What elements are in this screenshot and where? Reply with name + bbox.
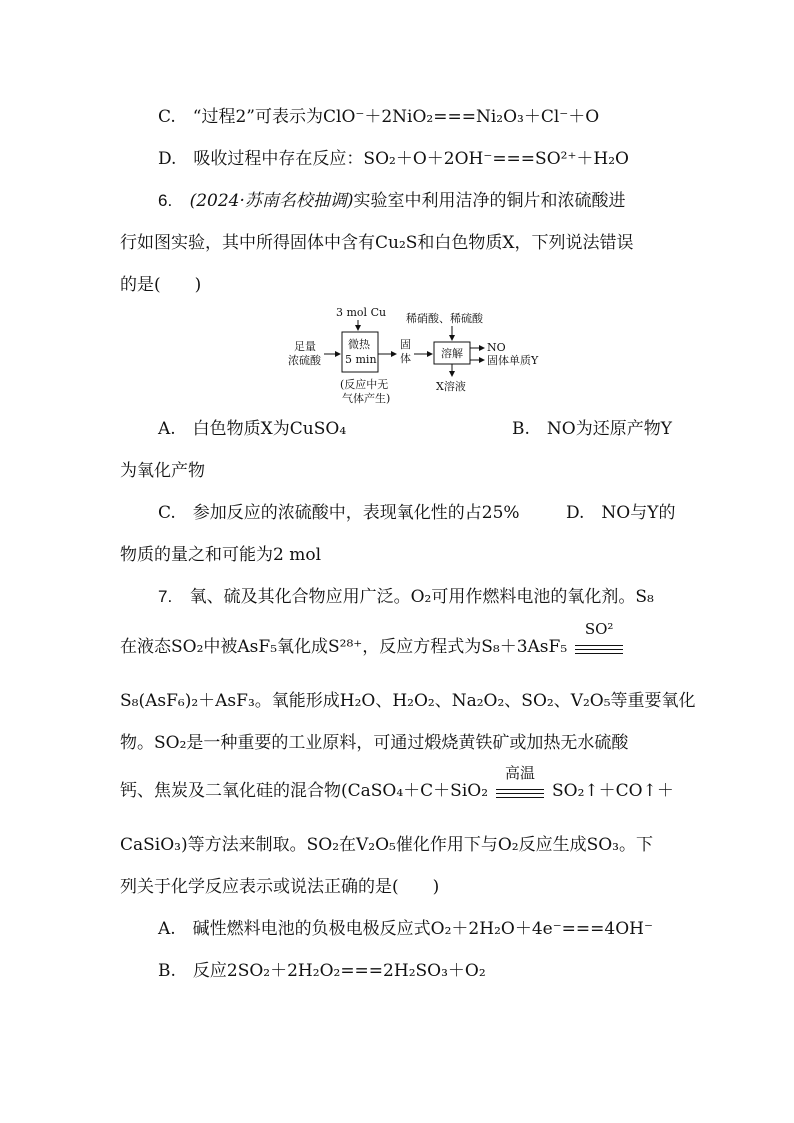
no-label: NO [487, 341, 506, 354]
q7-line6: CaSiO₃)等方法来制取。SO₂在V₂O₅催化作用下与O₂反应生成SO₃。下 [120, 835, 654, 855]
solid-label-1: 固 [400, 338, 411, 351]
q6-experiment-diagram [284, 304, 554, 408]
q6-source: (2024·苏南名校抽调) [189, 191, 354, 211]
q7-number: 7. [158, 587, 173, 606]
y-label: 固体单质Y [487, 354, 539, 367]
q7-option-a: A. 碱性燃料电池的负极电极反应式O₂＋2H₂O＋4e⁻===4OH⁻ [158, 919, 653, 939]
equal-bar-5 [496, 793, 544, 794]
q6-option-b-line2: 为氧化产物 [120, 461, 205, 481]
solid-label-2: 体 [400, 352, 411, 365]
equal-bar-1 [575, 645, 623, 646]
reaction-condition-high-temp [494, 763, 546, 803]
heat-box-line1: 微热 [348, 338, 370, 351]
heat-box-line2: 5 min [345, 353, 377, 366]
q7-line1 [158, 586, 654, 608]
q6-stem-line3: 的是( ) [120, 275, 202, 295]
q6-stem-line2: 行如图实验，其中所得固体中含有Cu₂S和白色物质X，下列说法错误 [120, 233, 634, 253]
equal-bar-2 [575, 649, 623, 650]
left-label-2: 浓硫酸 [288, 354, 321, 367]
q7-line2 [120, 619, 631, 659]
q6-stem-text: 实验室中利用洁净的铜片和浓硫酸进 [353, 191, 626, 211]
left-label-1: 足量 [294, 340, 316, 353]
q5-option-c: C. “过程2”可表示为ClO⁻＋2NiO₂===Ni₂O₃＋Cl⁻＋O [158, 107, 600, 127]
q5-option-d: D. 吸收过程中存在反应：SO₂＋O＋2OH⁻===SO²⁺＋H₂O [158, 149, 629, 169]
condition-high-temp-label: 高温 [505, 763, 536, 782]
q7-option-b: B. 反应2SO₂＋2H₂O₂===2H₂SO₃＋O₂ [158, 961, 486, 981]
q7-line5-text-b: SO₂↑＋CO↑＋ [552, 781, 674, 801]
note-line1: (反应中无 [340, 378, 389, 391]
q6-option-c: C. 参加反应的浓硫酸中，表现氧化性的占25% [158, 503, 520, 523]
dissolve-box-label: 溶解 [441, 347, 463, 360]
q6-option-d-line1: D. NO与Y的 [566, 503, 676, 523]
equal-bar-3 [575, 653, 623, 654]
q6-option-b-line1: B. NO为还原产物Y [512, 419, 672, 439]
x-label: X溶液 [436, 380, 466, 393]
q6-option-d-line2: 物质的量之和可能为2 mol [120, 545, 322, 565]
note-line2: 气体产生) [342, 392, 391, 405]
cu-label: 3 mol Cu [336, 306, 387, 319]
q7-line5 [120, 763, 674, 803]
q7-line1-text: 氧、硫及其化合物应用广泛。O₂可用作燃料电池的氧化剂。S₈ [189, 587, 654, 607]
q7-line4: 物。SO₂是一种重要的工业原料，可通过煅烧黄铁矿或加热无水硫酸 [120, 733, 629, 753]
q7-line3: S₈(AsF₆)₂＋AsF₃。氧能形成H₂O、H₂O₂、Na₂O₂、SO₂、V₂O₅等重要氧化 [120, 691, 696, 711]
q7-line5-text-a: 钙、焦炭及二氧化硅的混合物(CaSO₄＋C＋SiO₂ [120, 781, 489, 801]
condition-so2-label: SO² [584, 619, 614, 638]
equal-bar-4 [496, 789, 544, 790]
acid-label: 稀硝酸、稀硫酸 [406, 312, 483, 325]
q7-line7: 列关于化学反应表示或说法正确的是( ) [120, 877, 440, 897]
reaction-condition-so2 [573, 619, 625, 659]
q6-number: 6. [158, 191, 173, 210]
q6-option-a: A. 白色物质X为CuSO₄ [158, 419, 347, 439]
q6-stem-line1 [158, 190, 626, 212]
q7-line2-text: 在液态SO₂中被AsF₅氧化成S²⁸⁺，反应方程式为S₈＋3AsF₅ [120, 637, 568, 657]
equal-bar-6 [496, 797, 544, 798]
